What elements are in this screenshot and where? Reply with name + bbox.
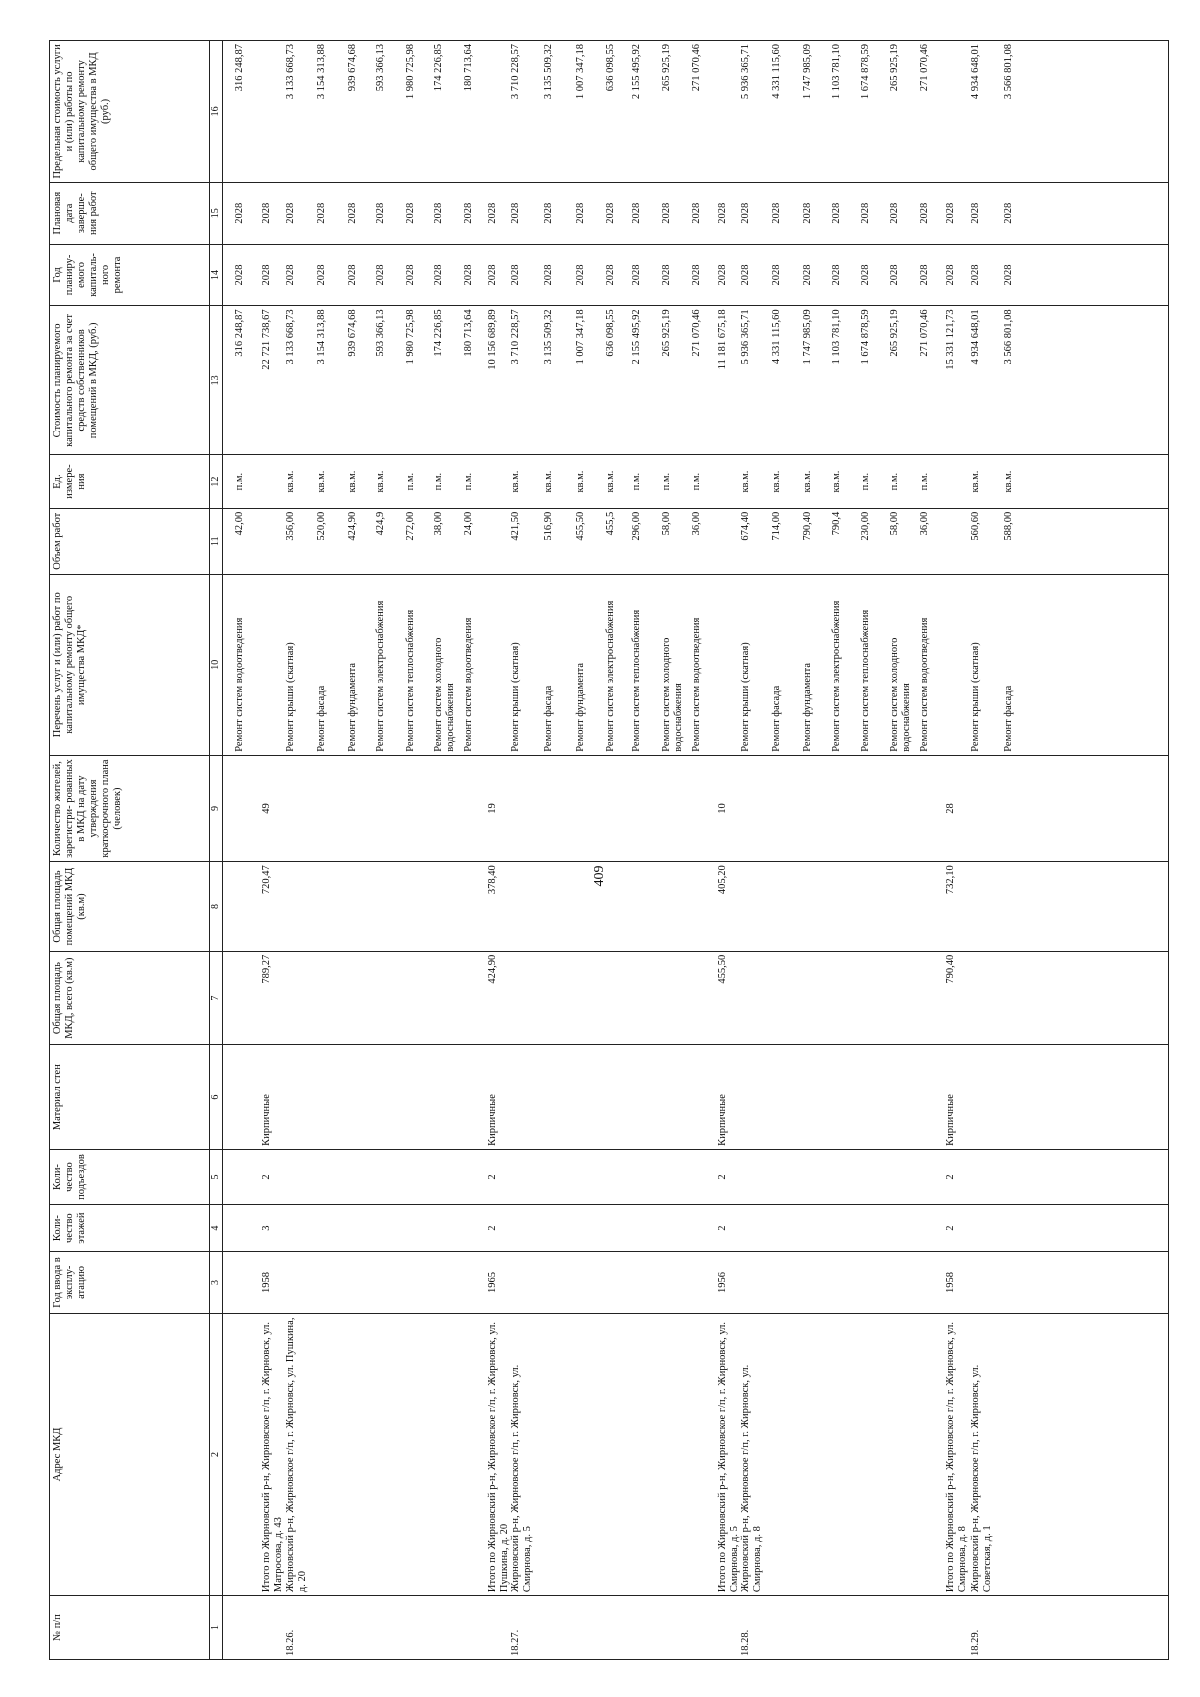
- table-cell: 2028: [919, 264, 930, 286]
- column-number-10: 10: [210, 574, 223, 755]
- table-cell: 2: [487, 1225, 498, 1231]
- table-cell: 22 721 738,67: [261, 309, 272, 370]
- table-cell: 2028: [945, 202, 956, 224]
- table-cell: кв.м.: [316, 470, 327, 493]
- table-cell: 1958: [945, 1271, 956, 1293]
- column-8-cell: [223, 862, 1169, 951]
- column-header-1: № п/п: [50, 1596, 210, 1660]
- page-number: 409: [592, 865, 607, 887]
- table-cell: 296,00: [631, 511, 642, 541]
- table-cell: кв.м.: [510, 470, 521, 493]
- table-cell: 2028: [463, 202, 474, 224]
- table-cell: 2028: [375, 264, 386, 286]
- table-cell: Ремонт систем теплоснабжения: [631, 609, 642, 752]
- table-cell: кв.м.: [605, 470, 616, 493]
- table-cell: Ремонт систем теплоснабжения: [860, 609, 871, 752]
- table: [49, 40, 1169, 1660]
- table-cell: Ремонт систем водоотведения: [234, 617, 245, 752]
- table-cell: 2028: [405, 202, 416, 224]
- table-cell: 588,00: [1003, 511, 1014, 541]
- table-cell: 405,20: [717, 865, 728, 895]
- table-cell: 1 007 347,18: [575, 309, 586, 365]
- table-cell: 28: [945, 803, 956, 814]
- column-number-16: 16: [210, 41, 223, 183]
- table-cell: 2028: [919, 202, 930, 224]
- table-cell: 939 674,68: [347, 309, 358, 357]
- table-cell: 2028: [771, 264, 782, 286]
- table-cell: 2028: [860, 264, 871, 286]
- table-cell: 3 133 668,73: [285, 44, 296, 100]
- table-cell: 3 154 313,88: [316, 309, 327, 365]
- column-header-8: Общая площадь помещений МКД (кв.м): [50, 862, 210, 951]
- table-cell: Жирновский р-н, Жирновское г/п, г. Жирновск, ул. Советская, д. 1: [970, 1364, 994, 1593]
- table-cell: 2028: [405, 264, 416, 286]
- column-number-7: 7: [210, 951, 223, 1045]
- table-cell: 2028: [831, 264, 842, 286]
- table-cell: 2028: [717, 202, 728, 224]
- table-cell: 3 566 801,08: [1003, 44, 1014, 100]
- table-cell: 265 925,19: [661, 44, 672, 92]
- table-cell: 2028: [347, 264, 358, 286]
- table-cell: 421,50: [510, 511, 521, 541]
- table-cell: 2028: [802, 264, 813, 286]
- column-header-15: Плановая дата заверше- ния работ: [50, 182, 210, 244]
- table-body: [223, 41, 1169, 1660]
- table-cell: 265 925,19: [889, 309, 900, 357]
- table-cell: 2028: [347, 202, 358, 224]
- table-cell: 174 226,85: [433, 44, 444, 92]
- column-7-cell: [223, 951, 1169, 1045]
- table-cell: 790,40: [945, 954, 956, 984]
- table-cell: 790,40: [802, 511, 813, 541]
- table-cell: 42,00: [234, 511, 245, 536]
- table-cell: кв.м.: [285, 470, 296, 493]
- table-cell: 2028: [316, 202, 327, 224]
- column-header-16: Предельная стоимость услуги и (или) работы по капитальному ремонту общего имущества в МКД (руб.): [50, 41, 210, 183]
- table-cell: п.м.: [919, 472, 930, 491]
- table-cell: кв.м.: [831, 470, 842, 493]
- table-cell: 36,00: [919, 511, 930, 536]
- table-cell: 3 566 801,08: [1003, 309, 1014, 365]
- table-cell: 2: [945, 1174, 956, 1180]
- table-cell: Ремонт крыши (скатная): [740, 642, 751, 752]
- table-cell: 2 155 495,92: [631, 44, 642, 100]
- table-cell: Ремонт фасада: [1003, 685, 1014, 752]
- table-cell: 271 070,46: [919, 44, 930, 92]
- table-cell: 789,27: [261, 954, 272, 984]
- table-cell: 3 135 509,32: [543, 44, 554, 100]
- table-cell: п.м.: [691, 472, 702, 491]
- table-cell: 316 248,87: [234, 44, 245, 92]
- table-cell: 2028: [575, 264, 586, 286]
- table-cell: 38,00: [433, 511, 444, 536]
- table-cell: п.м.: [661, 472, 672, 491]
- table-cell: п.м.: [463, 472, 474, 491]
- column-5-cell: [223, 1149, 1169, 1204]
- column-number-13: 13: [210, 306, 223, 455]
- capital-repair-table: [49, 40, 1189, 1660]
- table-cell: Ремонт фундамента: [802, 662, 813, 752]
- table-cell: 2028: [889, 264, 900, 286]
- table-cell: п.м.: [860, 472, 871, 491]
- column-number-11: 11: [210, 508, 223, 574]
- column-header-9: Количество жителей, зарегистри- рованных в МКД на дату утверждения краткосрочного плана (человек): [50, 755, 210, 862]
- table-cell: 593 366,13: [375, 44, 386, 92]
- table-cell: 2: [717, 1225, 728, 1231]
- table-cell: Ремонт фасада: [316, 685, 327, 752]
- table-cell: 2028: [605, 264, 616, 286]
- table-cell: 1 980 725,98: [405, 44, 416, 100]
- table-cell: 4 331 115,60: [771, 309, 782, 365]
- column-header-11: Объем работ: [50, 508, 210, 574]
- table-cell: 2028: [487, 264, 498, 286]
- column-4-cell: [223, 1205, 1169, 1252]
- table-cell: Кирпичные: [261, 1094, 272, 1146]
- table-cell: 58,00: [661, 511, 672, 536]
- table-cell: 2028: [802, 202, 813, 224]
- column-6-cell: [223, 1045, 1169, 1149]
- table-cell: 2028: [510, 264, 521, 286]
- table-cell: п.м.: [631, 472, 642, 491]
- table-cell: 2: [945, 1225, 956, 1231]
- column-header-2: Адрес МКД: [50, 1313, 210, 1595]
- column-3-cell: [223, 1252, 1169, 1314]
- table-cell: 10 156 689,89: [487, 309, 498, 370]
- table-cell: 4 934 648,01: [970, 309, 981, 365]
- table-cell: 2028: [487, 202, 498, 224]
- table-cell: 2: [717, 1174, 728, 1180]
- table-cell: Кирпичные: [717, 1094, 728, 1146]
- table-cell: 271 070,46: [691, 309, 702, 357]
- column-header-4: Коли- чество этажей: [50, 1205, 210, 1252]
- table-cell: 265 925,19: [889, 44, 900, 92]
- table-cell: 424,90: [347, 511, 358, 541]
- column-header-10: Перечень услуг и (или) работ по капитальному ремонту общего имущества МКД*: [50, 574, 210, 755]
- table-cell: 2028: [543, 264, 554, 286]
- table-cell: Ремонт крыши (скатная): [970, 642, 981, 752]
- table-cell: кв.м.: [347, 470, 358, 493]
- table-cell: 674,40: [740, 511, 751, 541]
- table-cell: 272,00: [405, 511, 416, 541]
- column-number-12: 12: [210, 455, 223, 508]
- table-cell: п.м.: [889, 472, 900, 491]
- table-cell: Ремонт крыши (скатная): [510, 642, 521, 752]
- column-header-3: Год ввода в эксплу- атацию: [50, 1252, 210, 1314]
- table-cell: 10: [717, 803, 728, 814]
- table-cell: 174 226,85: [433, 309, 444, 357]
- table-cell: 2028: [631, 202, 642, 224]
- table-cell: Ремонт фундамента: [575, 662, 586, 752]
- table-cell: 516,90: [543, 511, 554, 541]
- table-cell: 455,50: [717, 954, 728, 984]
- table-cell: 5 936 365,71: [740, 44, 751, 100]
- table-cell: 1 747 985,09: [802, 309, 813, 365]
- column-9-cell: [223, 755, 1169, 862]
- table-cell: 455,5: [605, 511, 616, 536]
- table-cell: 5 936 365,71: [740, 309, 751, 365]
- table-cell: 2028: [889, 202, 900, 224]
- table-cell: 1 007 347,18: [575, 44, 586, 100]
- column-number-3: 3: [210, 1252, 223, 1314]
- table-cell: Ремонт систем водоотведения: [691, 617, 702, 752]
- table-cell: Ремонт систем холодного водоснабжения: [433, 637, 457, 752]
- table-cell: 15 331 121,73: [945, 309, 956, 370]
- column-2-cell: [223, 1313, 1169, 1595]
- table-cell: кв.м.: [970, 470, 981, 493]
- table-cell: 790,4: [831, 511, 842, 536]
- column-number-2: 2: [210, 1313, 223, 1595]
- table-cell: 2028: [771, 202, 782, 224]
- table-cell: 2028: [831, 202, 842, 224]
- table-cell: Ремонт систем холодного водоснабжения: [889, 637, 913, 752]
- table-cell: 1 103 781,10: [831, 44, 842, 100]
- table-cell: 2028: [691, 264, 702, 286]
- table-cell: 3 133 668,73: [285, 309, 296, 365]
- column-15-cell: [223, 182, 1169, 244]
- table-cell: 2028: [261, 264, 272, 286]
- table-cell: Ремонт систем водоотведения: [919, 617, 930, 752]
- table-cell: 1 980 725,98: [405, 309, 416, 365]
- table-cell: 1 674 878,59: [860, 44, 871, 100]
- table-cell: 230,00: [860, 511, 871, 541]
- table-cell: Кирпичные: [487, 1094, 498, 1146]
- table-cell: Ремонт фасада: [543, 685, 554, 752]
- table-cell: 3: [261, 1225, 272, 1231]
- table-cell: 714,00: [771, 511, 782, 541]
- table-cell: Ремонт систем электроснабжения: [831, 600, 842, 752]
- table-cell: 2028: [575, 202, 586, 224]
- table-cell: 4 934 648,01: [970, 44, 981, 100]
- column-header-13: Стоимость планируемого капитального ремонта за счет средств собственников помещений в МКД, (руб.): [50, 306, 210, 455]
- table-cell: 2028: [234, 264, 245, 286]
- table-cell: 2028: [261, 202, 272, 224]
- table-cell: Ремонт систем холодного водоснабжения: [661, 637, 685, 752]
- table-cell: 2028: [717, 264, 728, 286]
- table-cell: 2: [487, 1174, 498, 1180]
- table-cell: 24,00: [463, 511, 474, 536]
- column-header-7: Общая площадь МКД, всего (кв.м): [50, 951, 210, 1045]
- table-cell: 2028: [661, 202, 672, 224]
- table-cell: 1958: [261, 1271, 272, 1293]
- table-cell: 356,00: [285, 511, 296, 541]
- table-cell: Ремонт систем теплоснабжения: [405, 609, 416, 752]
- table-cell: Жирновский р-н, Жирновское г/п, г. Жирновск, ул. Пушкина, д. 20: [285, 1317, 309, 1593]
- table-cell: 636 098,55: [605, 309, 616, 357]
- table-cell: Ремонт фасада: [771, 685, 782, 752]
- column-10-cell: [223, 574, 1169, 755]
- table-cell: Жирновский р-н, Жирновское г/п, г. Жирновск, ул. Смирнова, д. 5: [510, 1364, 534, 1593]
- table-cell: Ремонт систем водоотведения: [463, 617, 474, 752]
- table-cell: 2028: [463, 264, 474, 286]
- table-cell: Кирпичные: [945, 1094, 956, 1146]
- table-cell: 58,00: [889, 511, 900, 536]
- table-cell: Ремонт фундамента: [347, 662, 358, 752]
- table-cell: 2028: [691, 202, 702, 224]
- table-cell: п.м.: [405, 472, 416, 491]
- table-cell: 520,00: [316, 511, 327, 541]
- table-cell: 593 366,13: [375, 309, 386, 357]
- table-cell: 18.26.: [285, 1629, 296, 1656]
- table-cell: 19: [487, 803, 498, 814]
- table-cell: 2028: [631, 264, 642, 286]
- table-cell: 2028: [285, 264, 296, 286]
- table-cell: 2028: [510, 202, 521, 224]
- column-14-cell: [223, 244, 1169, 306]
- column-16-cell: [223, 41, 1169, 183]
- table-cell: Ремонт систем электроснабжения: [375, 600, 386, 752]
- table-cell: 11 181 675,18: [717, 309, 728, 370]
- table-cell: Итого по Жирновский р-н, Жирновское г/п, г. Жирновск, ул. Пушкина, д. 20: [487, 1322, 511, 1593]
- table-cell: 2028: [543, 202, 554, 224]
- table-cell: 18.29.: [970, 1629, 981, 1656]
- table-cell: 49: [261, 803, 272, 814]
- table-cell: 3 710 228,57: [510, 44, 521, 100]
- column-number-1: 1: [210, 1596, 223, 1660]
- table-cell: 2028: [1003, 264, 1014, 286]
- column-header-12: Ед. измере- ния: [50, 455, 210, 508]
- table-cell: 2: [261, 1174, 272, 1180]
- table-cell: 316 248,87: [234, 309, 245, 357]
- column-12-cell: [223, 455, 1169, 508]
- table-cell: 2028: [433, 202, 444, 224]
- table-cell: 455,50: [575, 511, 586, 541]
- column-number-5: 5: [210, 1149, 223, 1204]
- table-cell: 265 925,19: [661, 309, 672, 357]
- column-13-cell: [223, 306, 1169, 455]
- column-number-8: 8: [210, 862, 223, 951]
- column-header-5: Коли- чество подъездов: [50, 1149, 210, 1204]
- table-cell: 2028: [860, 202, 871, 224]
- column-number-4: 4: [210, 1205, 223, 1252]
- table-cell: 3 154 313,88: [316, 44, 327, 100]
- table-cell: кв.м.: [740, 470, 751, 493]
- table-cell: 2028: [970, 202, 981, 224]
- table-cell: 1 103 781,10: [831, 309, 842, 365]
- column-number-14: 14: [210, 244, 223, 306]
- table-cell: кв.м.: [802, 470, 813, 493]
- table-cell: Итого по Жирновский р-н, Жирновское г/п, г. Жирновск, ул. Смирнова, д. 5: [717, 1322, 741, 1593]
- table-cell: 2028: [740, 202, 751, 224]
- table-cell: 2028: [945, 264, 956, 286]
- table-cell: 2028: [316, 264, 327, 286]
- header-row: [50, 41, 210, 1660]
- table-cell: 1 747 985,09: [802, 44, 813, 100]
- table-cell: Ремонт систем электроснабжения: [605, 600, 616, 752]
- table-cell: 939 674,68: [347, 44, 358, 92]
- table-cell: п.м.: [433, 472, 444, 491]
- table-cell: 2028: [661, 264, 672, 286]
- table-cell: 3 135 509,32: [543, 309, 554, 365]
- table-cell: 2028: [605, 202, 616, 224]
- table-cell: п.м.: [234, 472, 245, 491]
- table-cell: кв.м.: [375, 470, 386, 493]
- table-cell: Итого по Жирновский р-н, Жирновское г/п, г. Жирновск, ул. Матросова, д. 43: [261, 1322, 285, 1593]
- column-header-6: Материал стен: [50, 1045, 210, 1149]
- table-cell: 2 155 495,92: [631, 309, 642, 365]
- table-cell: 2028: [285, 202, 296, 224]
- table-cell: 3 710 228,57: [510, 309, 521, 365]
- table-cell: 1956: [717, 1271, 728, 1293]
- column-1-cell: [223, 1596, 1169, 1660]
- table-cell: Жирновский р-н, Жирновское г/п, г. Жирновск, ул. Смирнова, д. 8: [740, 1364, 764, 1593]
- table-cell: Итого по Жирновский р-н, Жирновское г/п, г. Жирновск, ул. Смирнова, д. 8: [945, 1322, 969, 1593]
- table-cell: кв.м.: [575, 470, 586, 493]
- table-cell: 424,9: [375, 511, 386, 536]
- table-cell: 560,60: [970, 511, 981, 541]
- table-cell: 720,47: [261, 865, 272, 895]
- table-cell: 271 070,46: [691, 44, 702, 92]
- column-11-cell: [223, 508, 1169, 574]
- table-cell: 18.27.: [510, 1629, 521, 1656]
- table-cell: 2028: [1003, 202, 1014, 224]
- table-cell: 1 674 878,59: [860, 309, 871, 365]
- table-cell: 2028: [433, 264, 444, 286]
- table-cell: 18.28.: [740, 1629, 751, 1656]
- table-cell: 180 713,64: [463, 44, 474, 92]
- column-header-14: Год планиру- емого капиталь- ного ремонта: [50, 244, 210, 306]
- table-cell: кв.м.: [1003, 470, 1014, 493]
- column-number-6: 6: [210, 1045, 223, 1149]
- table-cell: 4 331 115,60: [771, 44, 782, 99]
- table-cell: кв.м.: [771, 470, 782, 493]
- table-cell: 2028: [375, 202, 386, 224]
- table-cell: 180 713,64: [463, 309, 474, 357]
- column-number-9: 9: [210, 755, 223, 862]
- table-cell: 636 098,55: [605, 44, 616, 92]
- table-cell: 732,10: [945, 865, 956, 895]
- table-cell: Ремонт крыши (скатная): [285, 642, 296, 752]
- column-number-15: 15: [210, 182, 223, 244]
- table-cell: 2028: [740, 264, 751, 286]
- table-cell: 378,40: [487, 865, 498, 895]
- table-cell: 36,00: [691, 511, 702, 536]
- table-cell: 2028: [234, 202, 245, 224]
- table-cell: 2028: [970, 264, 981, 286]
- table-cell: кв.м.: [543, 470, 554, 493]
- table-cell: 271 070,46: [919, 309, 930, 357]
- table-cell: 424,90: [487, 954, 498, 984]
- table-cell: 1965: [487, 1271, 498, 1293]
- column-number-row: [210, 41, 223, 1660]
